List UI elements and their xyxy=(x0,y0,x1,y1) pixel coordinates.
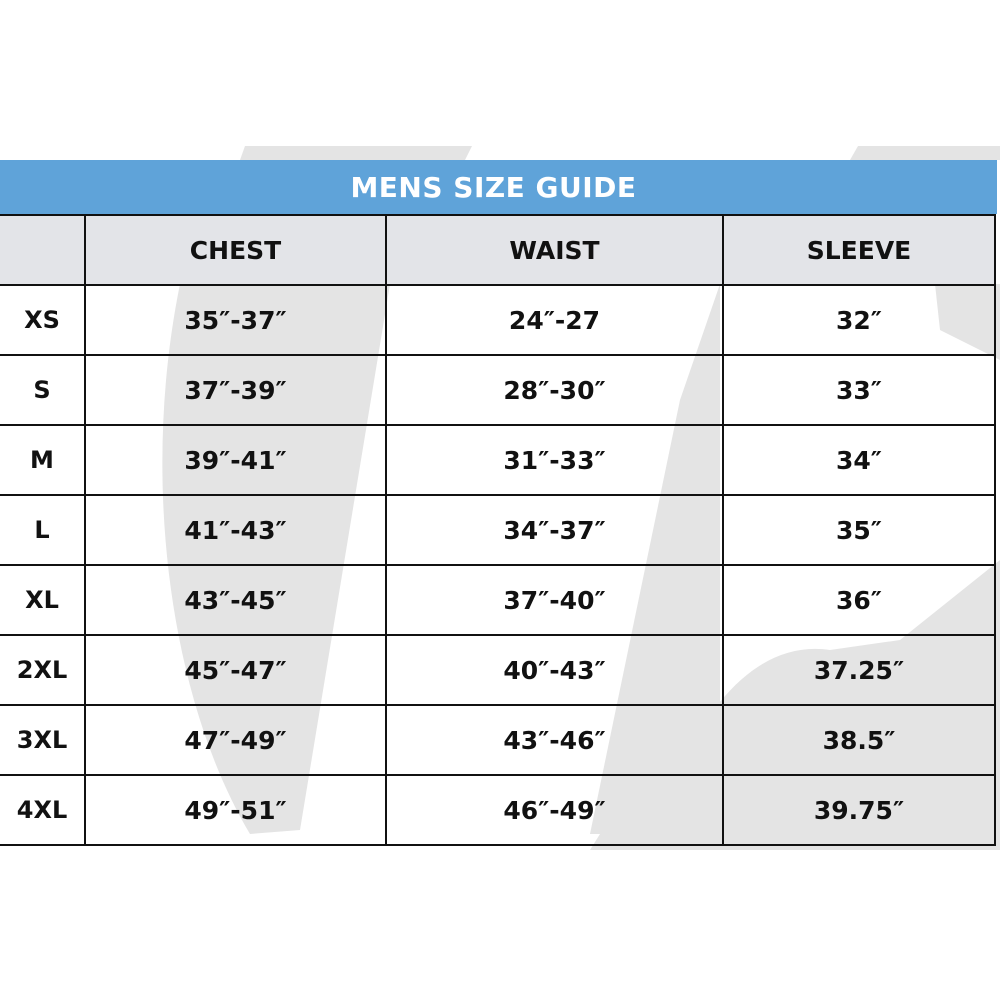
waist-value: 37″-40″ xyxy=(386,565,723,635)
sleeve-value: 32″ xyxy=(723,285,995,355)
title-banner xyxy=(0,160,997,214)
size-label: 2XL xyxy=(0,635,85,705)
table-row xyxy=(0,495,995,565)
chest-value: 35″-37″ xyxy=(85,285,386,355)
chest-value: 43″-45″ xyxy=(85,565,386,635)
waist-value: 46″-49″ xyxy=(386,775,723,845)
table-row xyxy=(0,425,995,495)
column-header-chest: CHEST xyxy=(85,215,386,285)
waist-value: 40″-43″ xyxy=(386,635,723,705)
waist-value: 24″-27 xyxy=(386,285,723,355)
table-row xyxy=(0,285,995,355)
header-row xyxy=(0,215,995,285)
size-label: 3XL xyxy=(0,705,85,775)
size-label: 4XL xyxy=(0,775,85,845)
chest-value: 49″-51″ xyxy=(85,775,386,845)
chest-value: 45″-47″ xyxy=(85,635,386,705)
sleeve-value: 36″ xyxy=(723,565,995,635)
table-row xyxy=(0,705,995,775)
chest-value: 41″-43″ xyxy=(85,495,386,565)
sleeve-value: 38.5″ xyxy=(723,705,995,775)
table-row xyxy=(0,565,995,635)
table-row xyxy=(0,355,995,425)
sleeve-value: 39.75″ xyxy=(723,775,995,845)
waist-value: 34″-37″ xyxy=(386,495,723,565)
size-label: L xyxy=(0,495,85,565)
sleeve-value: 34″ xyxy=(723,425,995,495)
column-header-sleeve: SLEEVE xyxy=(723,215,995,285)
table-row xyxy=(0,635,995,705)
size-label: S xyxy=(0,355,85,425)
size-label: M xyxy=(0,425,85,495)
sleeve-value: 37.25″ xyxy=(723,635,995,705)
corner-cell xyxy=(0,215,85,285)
table-row xyxy=(0,775,995,845)
chest-value: 37″-39″ xyxy=(85,355,386,425)
size-table xyxy=(0,214,996,846)
waist-value: 31″-33″ xyxy=(386,425,723,495)
chest-value: 47″-49″ xyxy=(85,705,386,775)
sleeve-value: 33″ xyxy=(723,355,995,425)
waist-value: 28″-30″ xyxy=(386,355,723,425)
sleeve-value: 35″ xyxy=(723,495,995,565)
waist-value: 43″-46″ xyxy=(386,705,723,775)
chest-value: 39″-41″ xyxy=(85,425,386,495)
size-label: XS xyxy=(0,285,85,355)
column-header-waist: WAIST xyxy=(386,215,723,285)
page-title: MENS SIZE GUIDE xyxy=(350,170,637,204)
size-label: XL xyxy=(0,565,85,635)
